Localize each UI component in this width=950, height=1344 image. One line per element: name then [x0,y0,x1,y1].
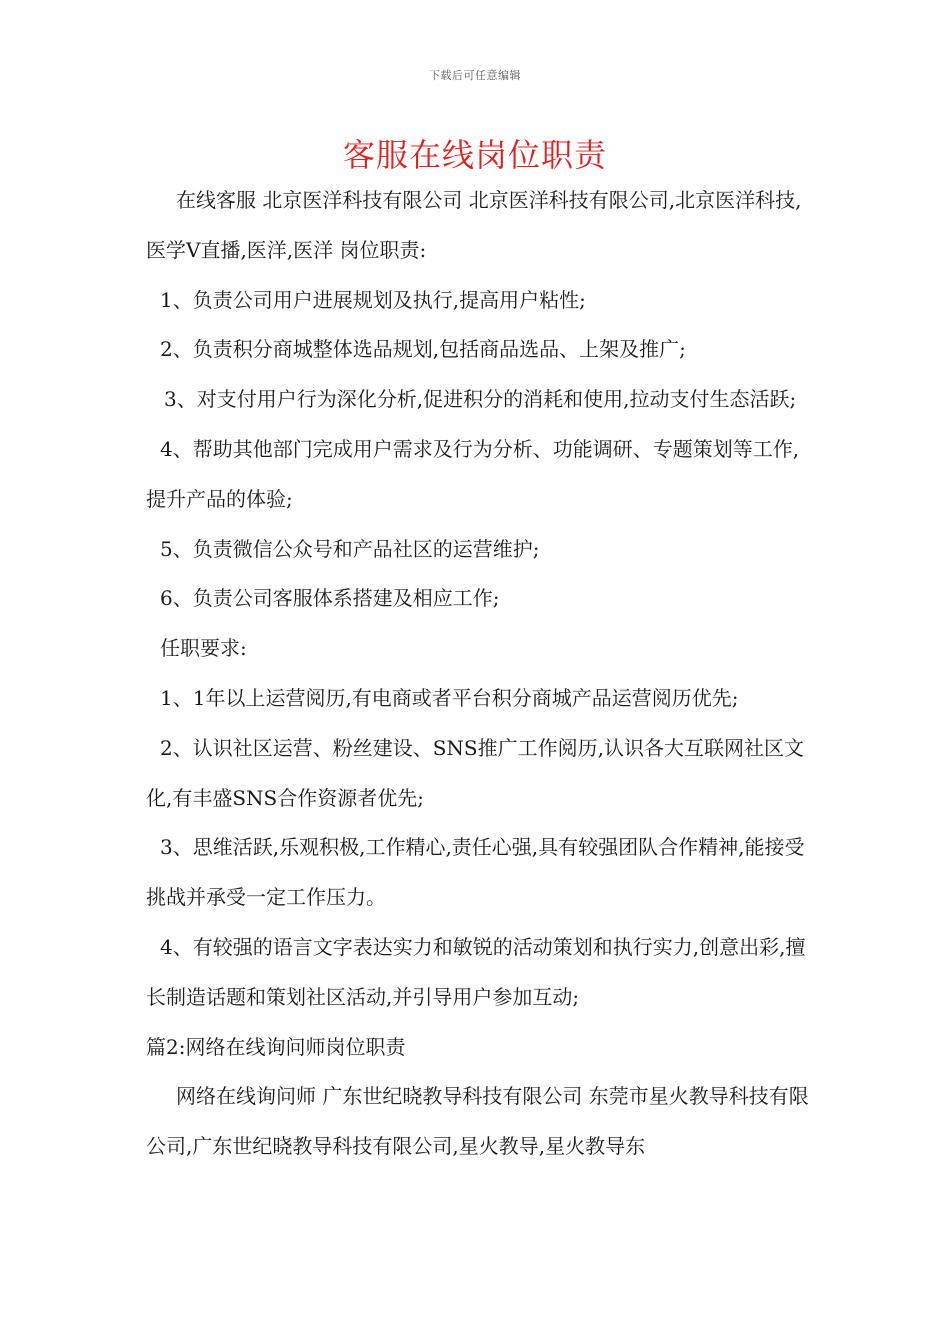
section-heading-2: 篇2:网络在线询问师岗位职责 [146,1034,406,1059]
duty-item-6: 6、负责公司客服体系搭建及相应工作; [160,586,500,611]
duty-item-5: 5、负责微信公众号和产品社区的运营维护; [160,536,540,561]
duty-item-3: 3、对支付用户行为深化分析,促进积分的消耗和使用,拉动支付生态活跃; [164,387,797,412]
paragraph-section-2-intro: 网络在线询问师 广东世纪晓教导科技有限公司 东莞市星火教导科技有限公司,广东世纪晓教导科技有限公司,星火教导,星火教导东 [146,1084,809,1159]
duty-item-2: 2、负责积分商城整体选品规划,包括商品选品、上架及推广; [160,337,686,362]
requirements-heading: 任职要求: [160,636,247,661]
requirement-item-1: 1、1年以上运营阅历,有电商或者平台积分商城产品运营阅历优先; [160,685,739,710]
duty-item-4: 4、帮助其他部门完成用户需求及行为分析、功能调研、专题策划等工作,提升产品的体验; [146,436,800,511]
header-note: 下载后可任意编辑 [429,69,521,82]
document-title: 客服在线岗位职责 [342,136,607,174]
duty-item-1: 1、负责公司用户进展规划及执行,提高用户粘性; [160,287,586,312]
paragraph-intro: 在线客服 北京医洋科技有限公司 北京医洋科技有限公司,北京医洋科技,医学V直播,医洋,医洋 岗位职责: [146,188,802,262]
document-body [146,176,810,1172]
requirement-item-4: 4、有较强的语言文字表达实力和敏锐的活动策划和执行实力,创意出彩,擅长制造话题和策划社区活动,并引导用户参加互动; [146,934,806,1009]
requirement-item-2: 2、认识社区运营、粉丝建设、SNS推广工作阅历,认识各大互联网社区文化,有丰盛SNS合作资源者优先; [146,735,804,810]
requirement-item-3: 3、思维活跃,乐观积极,工作精心,责任心强,具有较强团队合作精神,能接受挑战并承受一定工作压力。 [146,835,805,910]
